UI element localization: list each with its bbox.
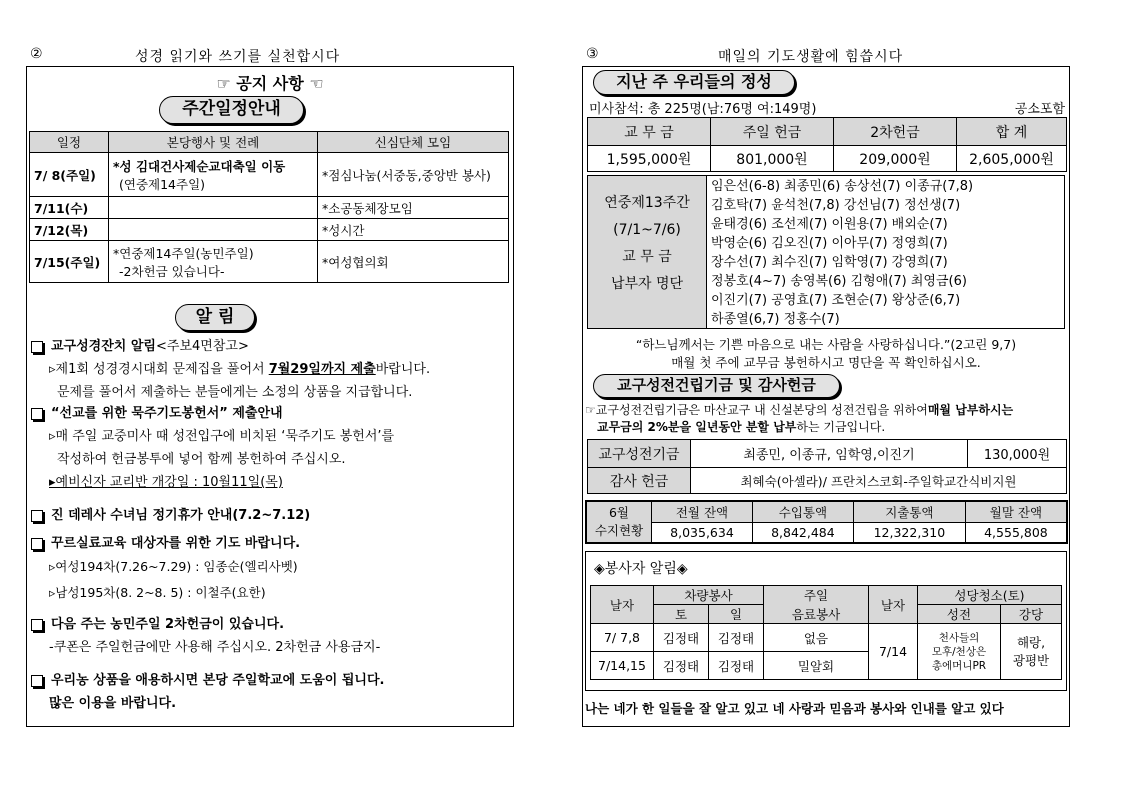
attendance: 미사참석: 총 225명(남:76명 여:149명) (589, 102, 817, 117)
donor-line: 정봉호(4~7) 송영복(6) 김형애(7) 최영금(6) (711, 274, 967, 289)
clean-sanctuary (918, 624, 1001, 680)
clean-sanctuary-line: 모후/천상은 (931, 645, 987, 658)
schedule-row (30, 219, 509, 241)
donor-block (587, 175, 1065, 329)
schedule-event-sub: -2차헌금 있습니다- (119, 263, 225, 279)
finance-value: 8,842,484 (752, 522, 853, 543)
right-panel (582, 66, 1070, 727)
checkbox-icon (31, 510, 43, 522)
schedule-group: *여성협의회 (318, 241, 509, 283)
vol-sat: 김정태 (654, 624, 709, 652)
finance-header: 지출통액 (853, 501, 965, 522)
schedule-event: *연중제14주일(농민주일) (113, 245, 254, 261)
vol-header-date: 날자 (591, 586, 654, 624)
checkbox-icon (31, 538, 43, 550)
fund-names: 최종민, 이종규, 임학영,이진기 (691, 440, 968, 468)
vol-date: 7/14,15 (591, 652, 654, 680)
donor-list (711, 177, 973, 329)
notice-5 (31, 613, 380, 655)
left-motto: 성경 읽기와 쓰기를 실천합시다 (135, 49, 341, 65)
notice-2-line1: ▹매 주일 교중미사 때 성전입구에 비치된 ‘묵주기도 봉헌서’를 (49, 429, 395, 444)
vol-row (591, 624, 1062, 652)
donor-label-line: 교 무 금 (622, 249, 672, 265)
volunteer-title: ◈봉사자 알림◈ (594, 561, 688, 577)
schedule-event: *성 김대건사제순교대축일 이동 (113, 158, 286, 174)
notice-4-line1: ▹여성194차(7.26~7.29) : 임종순(엘리사벳) (49, 559, 298, 574)
verse-note: 매월 첫 주에 교무금 봉헌하시고 명단을 꼭 확인하십시오. (671, 355, 981, 370)
vol-drink: 없음 (764, 624, 869, 652)
schedule-header-groups: 신심단체 모임 (318, 132, 509, 153)
vol-sun: 김정태 (709, 652, 764, 680)
checkbox-icon (31, 619, 43, 631)
fund-row (588, 440, 1067, 468)
offering-value: 1,595,000원 (588, 146, 711, 172)
fund-desc-text: 하는 기금입니다. (796, 420, 886, 434)
notice-3-title: 진 데레사 수녀님 정기휴가 안내(7.2~7.12) (51, 508, 311, 523)
vol-sun: 김정태 (709, 624, 764, 652)
donor-line: 임은선(6-8) 최종민(6) 송상선(7) 이종규(7,8) (711, 179, 974, 194)
offering-title: 지난 주 우리들의 정성 (593, 70, 795, 95)
vol-header-date2: 날자 (869, 586, 918, 624)
clean-date: 7/14 (869, 624, 918, 680)
notice-1 (31, 335, 430, 400)
fund-desc-line2 (597, 418, 885, 435)
schedule-date: 7/ 8(주일) (30, 153, 109, 197)
right-motto: 매일의 기도생활에 힘씁시다 (718, 49, 904, 65)
donor-line: 장수선(7) 최수진(7) 임학영(7) 강영희(7) (711, 255, 948, 270)
notice-1-line2: 문제를 풀어서 제출하는 분들에게는 소정의 상품을 지급합니다. (57, 385, 413, 400)
weekly-schedule-title: 주간일정안내 (159, 96, 304, 124)
offering-header: 교 무 금 (588, 118, 711, 146)
schedule-group: *점심나눔(서중동,중앙반 봉사) (318, 153, 509, 197)
finance-header: 전월 잔액 (652, 501, 753, 522)
notice-2 (31, 402, 394, 490)
notice-5-line1: -쿠폰은 주일헌금에만 사용해 주십시오. 2차헌금 사용금지- (49, 640, 381, 655)
offering-value: 2,605,000원 (957, 146, 1067, 172)
donor-line: 윤태경(6) 조선제(7) 이원용(7) 배외순(7) (711, 217, 948, 232)
finance-label (586, 501, 652, 543)
schedule-event (109, 197, 318, 219)
schedule-row (30, 153, 509, 197)
checkbox-icon (31, 675, 43, 687)
donor-label-line: (7/1~7/6) (613, 222, 681, 238)
notice-1-ref: <주보4면참고> (156, 339, 249, 354)
fund-desc-bold: 매월 납부하시는 (927, 403, 1014, 417)
notice-1-deadline: 7월29일까지 제출 (268, 362, 376, 377)
fund-desc-line1 (585, 401, 1013, 418)
schedule-event-sub: (연중제14주일) (119, 176, 206, 192)
fund-row (588, 468, 1067, 494)
donor-label (588, 176, 707, 328)
schedule-group: *소공동체장모임 (318, 197, 509, 219)
notice-2-title: “선교를 위한 묵주기도봉헌서” 제출안내 (51, 406, 283, 421)
checkbox-icon (31, 341, 43, 353)
vol-header-hall: 강당 (1001, 605, 1062, 624)
notice-6-line2: 많은 이용을 바랍니다. (49, 696, 177, 711)
schedule-date: 7/12(목) (30, 219, 109, 241)
notice-6-line1: 우리농 상품을 애용하시면 본당 주일학교에 도움이 됩니다. (51, 673, 385, 688)
vol-header-drink: 주일 (764, 586, 869, 605)
notice-title: ☞ 공지 사항 ☜ (216, 74, 324, 93)
donor-line: 김호탁(7) 윤석천(7,8) 강선님(7) 정선생(7) (711, 198, 961, 213)
notice-1-text-end: 바랍니다. (375, 362, 431, 377)
vol-header-sun: 일 (709, 605, 764, 624)
notice-5-title: 다음 주는 농민주일 2차헌금이 있습니다. (51, 617, 285, 632)
schedule-table (29, 131, 509, 283)
schedule-header-date: 일정 (30, 132, 109, 153)
finance-value: 4,555,808 (965, 522, 1067, 543)
clean-hall-line: 해랑, (1016, 634, 1046, 650)
clean-sanctuary-line: 총에머니PR (931, 659, 987, 672)
notice-1-text: ▹제1회 성경경시대회 문제집을 풀어서 (49, 362, 269, 377)
verse: “하느님께서는 기쁜 마음으로 내는 사람을 사랑하십니다.”(2고린 9,7) (635, 337, 1017, 352)
offering-header: 주일 헌금 (711, 118, 834, 146)
fund-desc-text: ☞교구성전건립기금은 마산교구 내 신설본당의 성전건립을 위하여 (585, 403, 928, 417)
vol-sat: 김정태 (654, 652, 709, 680)
notice-2-line2: 작성하여 헌금봉투에 넣어 함께 봉헌하여 주십시오. (57, 452, 346, 467)
donor-label-line: 납부자 명단 (610, 276, 684, 292)
finance-header: 월말 잔액 (965, 501, 1067, 522)
volunteer-box (585, 551, 1067, 691)
clean-sanctuary-line: 천사들의 (938, 631, 980, 644)
checkbox-icon (31, 408, 43, 420)
offering-header: 합 계 (957, 118, 1067, 146)
fund-table (587, 439, 1067, 494)
notices-title: 알 림 (175, 304, 255, 331)
schedule-row (30, 197, 509, 219)
schedule-group: *성시간 (318, 219, 509, 241)
fund-label: 감사 헌금 (588, 468, 691, 494)
donor-line: 박영순(6) 김오진(7) 이아무(7) 정영희(7) (711, 236, 948, 251)
vol-header-clean: 성당청소(토) (918, 586, 1062, 605)
finance-value: 8,035,634 (652, 522, 753, 543)
fund-desc-bold: 교무금의 2%분을 일년동안 분할 납부 (597, 420, 797, 434)
finance-label-month: 6월 (608, 505, 630, 520)
notice-4-title: 꾸르실료교육 대상자를 위한 기도 바랍니다. (51, 536, 301, 551)
donor-line: 하종열(6,7) 정홍수(7) (711, 312, 840, 327)
right-page-number: ③ (586, 46, 600, 62)
volunteer-table (590, 585, 1062, 680)
clean-hall-line: 광평반 (1012, 652, 1050, 668)
offering-value: 209,000원 (834, 146, 957, 172)
schedule-header-events: 본당행사 및 전례 (109, 132, 318, 153)
fund-amount: 130,000원 (968, 440, 1067, 468)
notice-2-line3: ▸예비신자 교리반 개강일 : 10월11일(목) (49, 475, 283, 490)
notice-3 (31, 504, 310, 523)
closing-verse: 나는 네가 한 일들을 잘 알고 있고 네 사랑과 믿음과 봉사와 인내를 알고 있다 (585, 701, 1004, 716)
finance-header: 수입통액 (752, 501, 853, 522)
vol-drink: 밀알회 (764, 652, 869, 680)
vol-date: 7/ 7,8 (591, 624, 654, 652)
fund-title: 교구성전건립기금 및 감사헌금 (593, 374, 840, 398)
schedule-date: 7/15(주일) (30, 241, 109, 283)
clean-hall (1001, 624, 1062, 680)
finance-label-text: 수지현황 (594, 523, 644, 538)
offering-header: 2차헌금 (834, 118, 957, 146)
notice-1-title: 교구성경잔치 알림 (51, 339, 156, 354)
schedule-event (109, 219, 318, 241)
notice-4 (31, 532, 300, 601)
schedule-row (30, 241, 509, 283)
left-panel (26, 66, 514, 727)
finance-value: 12,322,310 (853, 522, 965, 543)
left-page-number: ② (30, 46, 44, 62)
schedule-date: 7/11(수) (30, 197, 109, 219)
attendance-note: 공소포함 (1014, 102, 1065, 117)
notice-6 (31, 669, 385, 711)
vol-header-car: 차량봉사 (654, 586, 764, 605)
vol-header-drink2: 음료봉사 (764, 605, 869, 624)
fund-names: 최혜숙(아셀라)/ 프란치스코회-주일학교간식비지원 (691, 468, 1067, 494)
vol-header-sat: 토 (654, 605, 709, 624)
offering-value: 801,000원 (711, 146, 834, 172)
donor-line: 이진기(7) 공영효(7) 조현순(7) 왕상준(6,7) (711, 293, 961, 308)
vol-header-sanctuary: 성전 (918, 605, 1001, 624)
offering-table (587, 117, 1067, 172)
donor-label-line: 연중제13주간 (604, 195, 690, 211)
notice-4-line2: ▹남성195차(8. 2~8. 5) : 이철주(요한) (49, 585, 266, 600)
finance-table (585, 500, 1068, 544)
fund-label: 교구성전기금 (588, 440, 691, 468)
